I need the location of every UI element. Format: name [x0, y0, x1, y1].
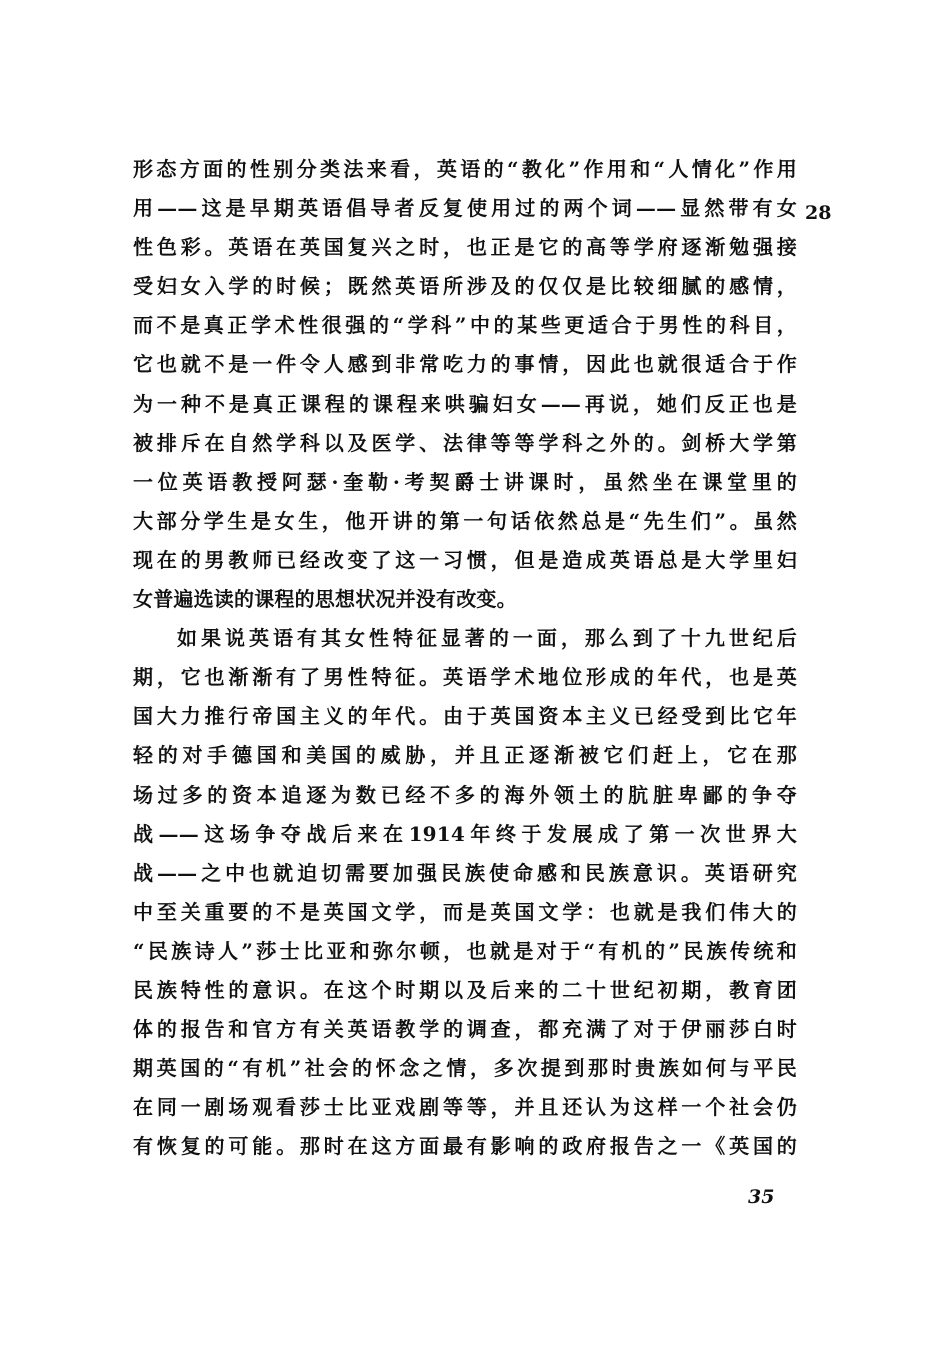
margin-page-reference: 28: [805, 202, 832, 224]
text-line: 现在的男教师已经改变了这一习惯，但是造成英语总是大学里妇: [133, 547, 797, 572]
text-line: 轻的对手德国和美国的威胁，并且正逐渐被它们赶上，它在那: [133, 743, 797, 768]
text-line: 期，它也渐渐有了男性特征。英语学术地位形成的年代，也是英: [133, 665, 797, 690]
text-line: 被排斥在自然学科以及医学、法律等等学科之外的。剑桥大学第: [133, 430, 797, 455]
text-line: 大部分学生是女生，他开讲的第一句话依然总是“先生们”。虽然: [133, 508, 797, 533]
text-line: 而不是真正学术性很强的“学科”中的某些更适合于男性的科目，: [133, 313, 797, 338]
paragraph-start-line: 如果说英语有其女性特征显著的一面，那么到了十九世纪后: [177, 626, 797, 651]
text-line: 场过多的资本追逐为数已经不多的海外领土的肮脏卑鄙的争夺: [133, 782, 797, 807]
page-number: 35: [748, 1186, 775, 1208]
text-line: 在同一剧场观看莎士比亚戏剧等等，并且还认为这样一个社会仍: [133, 1095, 797, 1120]
text-line: 体的报告和官方有关英语教学的调查，都充满了对于伊丽莎白时: [133, 1017, 797, 1042]
text-line: 用——这是早期英语倡导者反复使用过的两个词——显然带有女: [133, 196, 797, 221]
text-line: 有恢复的可能。那时在这方面最有影响的政府报告之一《英国的: [133, 1134, 797, 1159]
text-line: 形态方面的性别分类法来看，英语的“教化”作用和“人情化”作用: [133, 157, 797, 181]
text-line: 性色彩。英语在英国复兴之时，也正是它的高等学府逐渐勉强接: [133, 235, 797, 260]
text-line: 国大力推行帝国主义的年代。由于英国资本主义已经受到比它年: [133, 704, 797, 729]
text-line: 中至关重要的不是英国文学，而是英国文学：也就是我们伟大的: [133, 899, 797, 924]
text-line: “民族诗人”莎士比亚和弥尔顿，也就是对于“有机的”民族传统和: [133, 938, 797, 963]
text-line: 一位英语教授阿瑟·奎勒·考契爵士讲课时，虽然坐在课堂里的: [133, 469, 797, 494]
text-line: 受妇女入学的时候；既然英语所涉及的仅仅是比较细腻的感情，: [133, 274, 797, 299]
text-line: 为一种不是真正课程的课程来哄骗妇女——再说，她们反正也是: [133, 391, 797, 416]
text-line: 战——之中也就迫切需要加强民族使命感和民族意识。英语研究: [133, 860, 797, 885]
text-line: 战——这场争夺战后来在1914年终于发展成了第一次世界大: [133, 821, 797, 846]
text-line: 民族特性的意识。在这个时期以及后来的二十世纪初期，教育团: [133, 977, 797, 1002]
text-line: 期英国的“有机”社会的怀念之情，多次提到那时贵族如何与平民: [133, 1056, 797, 1081]
text-line: 女普遍选读的课程的思想状况并没有改变。: [133, 587, 517, 612]
text-line: 它也就不是一件令人感到非常吃力的事情，因此也就很适合于作: [133, 352, 797, 377]
body-text: [133, 150, 797, 1166]
